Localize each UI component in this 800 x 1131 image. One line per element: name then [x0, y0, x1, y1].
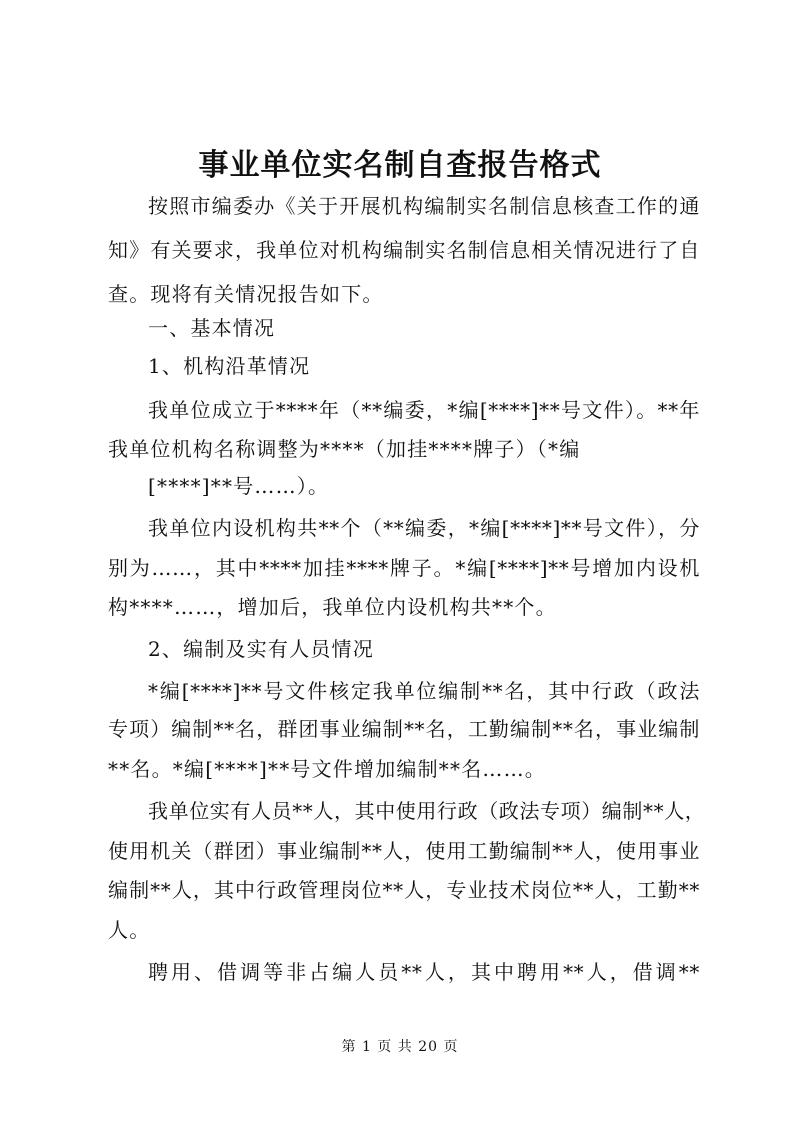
section-heading: 一、基本情况 — [148, 316, 276, 340]
paragraph-line: *编[****]**号文件核定我单位编制**名，其中行政（政法 — [148, 679, 700, 703]
paragraph-line: 我单位机构名称调整为****（加挂****牌子）（*编 — [108, 437, 581, 461]
paragraph-line: 编制**人，其中行政管理岗位**人，专业技术岗位**人，工勤** — [108, 878, 700, 902]
paragraph-line: **名。*编[****]**号文件增加编制**名……。 — [108, 757, 547, 781]
paragraph-line: 知》有关要求，我单位对机构编制实名制信息相关情况进行了自 — [108, 238, 700, 262]
paragraph-line: 我单位实有人员**人，其中使用行政（政法专项）编制**人， — [148, 799, 706, 823]
paragraph-line: 使用机关（群团）事业编制**人，使用工勤编制**人，使用事业 — [108, 839, 700, 863]
subsection-heading: 1、机构沿革情况 — [148, 354, 311, 378]
paragraph-line: 查。现将有关情况报告如下。 — [108, 282, 384, 306]
paragraph-line: 专项）编制**名，群团事业编制**名，工勤编制**名，事业编制 — [108, 717, 700, 741]
page-title: 事业单位实名制自查报告格式 — [198, 148, 602, 183]
paragraph-line: 别为……，其中****加挂****牌子。*编[****]**号增加内设机 — [108, 556, 700, 580]
paragraph-line: 聘用、借调等非占编人员**人，其中聘用**人，借调** — [148, 960, 700, 984]
paragraph-line: 我单位内设机构共**个（**编委，*编[****]**号文件），分 — [148, 516, 700, 540]
paragraph-line: 我单位成立于****年（**编委，*编[****]**号文件）。**年 — [148, 398, 700, 422]
paragraph-line: 构****……，增加后，我单位内设机构共**个。 — [108, 595, 557, 619]
paragraph-line: 人。 — [108, 918, 151, 942]
paragraph-line: 按照市编委办《关于开展机构编制实名制信息核查工作的通 — [148, 194, 700, 218]
subsection-heading: 2、编制及实有人员情况 — [148, 637, 374, 661]
page-number-footer: 第 1 页 共 20 页 — [341, 1039, 459, 1055]
paragraph-line: [****]**号……）。 — [148, 474, 330, 498]
